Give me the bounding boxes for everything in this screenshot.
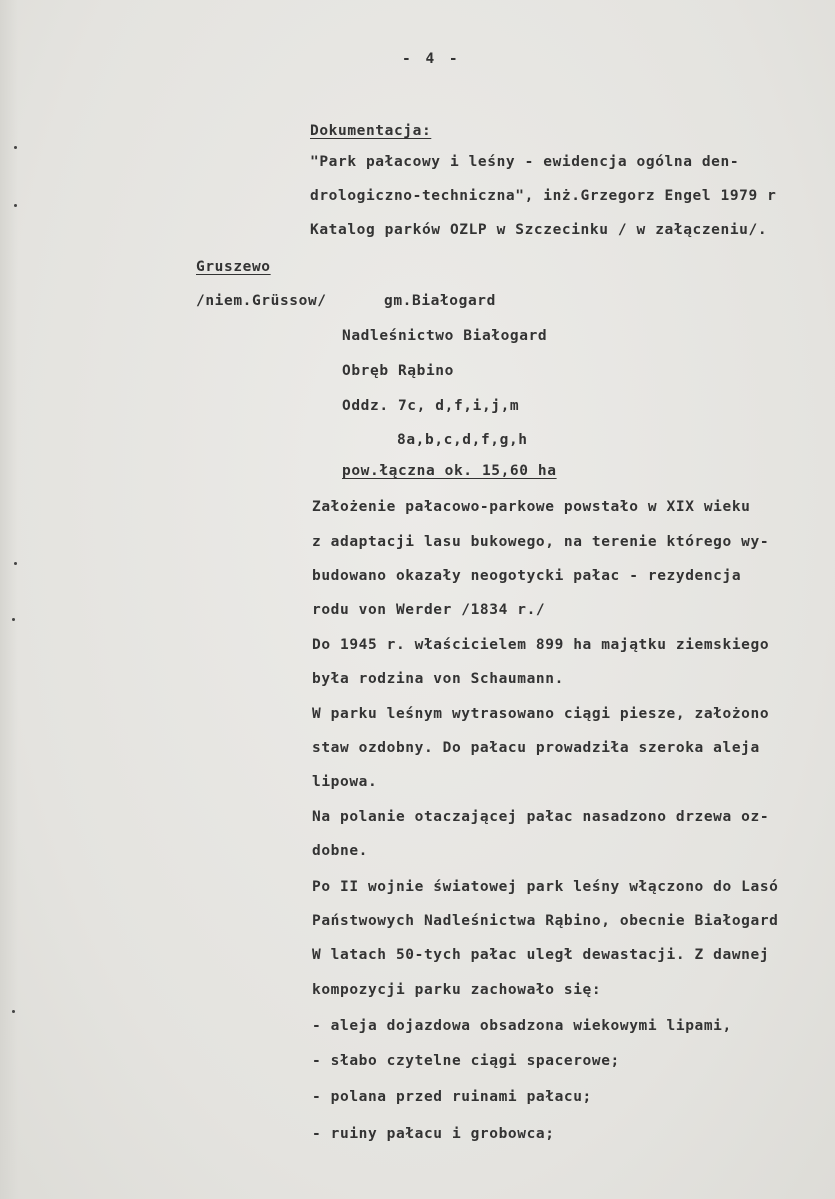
body-line: - ruiny pałacu i grobowca;	[312, 1126, 555, 1142]
documentation-line: drologiczno-techniczna", inż.Grzegorz Engel 1979 r	[310, 188, 777, 204]
body-line: - polana przed ruinami pałacu;	[312, 1089, 592, 1105]
body-line: rodu von Werder /1834 r./	[312, 602, 546, 618]
site-area: pow.łączna ok. 15,60 ha	[342, 463, 557, 479]
page-fold-shadow	[0, 0, 18, 1199]
scan-mark	[14, 146, 17, 149]
body-line: Założenie pałacowo-parkowe powstało w XIX wieku	[312, 499, 751, 515]
body-line: lipowa.	[312, 774, 378, 790]
body-line: kompozycji parku zachowało się:	[312, 982, 602, 998]
documentation-line: "Park pałacowy i leśny - ewidencja ogólna den-	[310, 154, 740, 170]
scan-mark	[12, 1010, 15, 1013]
body-line: Do 1945 r. właścicielem 899 ha majątku ziemskiego	[312, 637, 770, 653]
body-line: W latach 50-tych pałac uległ dewastacji. Z dawnej	[312, 947, 770, 963]
body-line: z adaptacji lasu bukowego, na terenie którego wy-	[312, 534, 770, 550]
body-line: Państwowych Nadleśnictwa Rąbino, obecnie Białogard	[312, 913, 779, 929]
body-line: była rodzina von Schaumann.	[312, 671, 564, 687]
body-line: Po II wojnie światowej park leśny włączono do Lasó	[312, 879, 779, 895]
body-line: W parku leśnym wytrasowano ciągi piesze, założono	[312, 706, 770, 722]
site-commune: gm.Białogard	[384, 293, 496, 309]
body-line: - słabo czytelne ciągi spacerowe;	[312, 1053, 620, 1069]
site-sections: 8a,b,c,d,f,g,h	[397, 432, 528, 448]
scan-mark	[12, 618, 15, 621]
scan-mark	[14, 204, 17, 207]
body-line: - aleja dojazdowa obsadzona wiekowymi lipami,	[312, 1018, 732, 1034]
body-line: staw ozdobny. Do pałacu prowadziła szeroka aleja	[312, 740, 760, 756]
body-line: budowano okazały neogotycki pałac - rezydencja	[312, 568, 742, 584]
page-number: - 4 -	[402, 51, 461, 67]
body-line: dobne.	[312, 843, 368, 859]
site-name: Gruszewo	[196, 259, 271, 275]
site-district: Obręb Rąbino	[342, 363, 454, 379]
documentation-line: Katalog parków OZLP w Szczecinku / w załączeniu/.	[310, 222, 768, 238]
body-line: Na polanie otaczającej pałac nasadzono drzewa oz-	[312, 809, 770, 825]
site-german-name: /niem.Grüssow/	[196, 293, 327, 309]
site-forestry: Nadleśnictwo Białogard	[342, 328, 548, 344]
site-sections: Oddz. 7c, d,f,i,j,m	[342, 398, 520, 414]
documentation-heading: Dokumentacja:	[310, 123, 432, 139]
scan-mark	[14, 562, 17, 565]
